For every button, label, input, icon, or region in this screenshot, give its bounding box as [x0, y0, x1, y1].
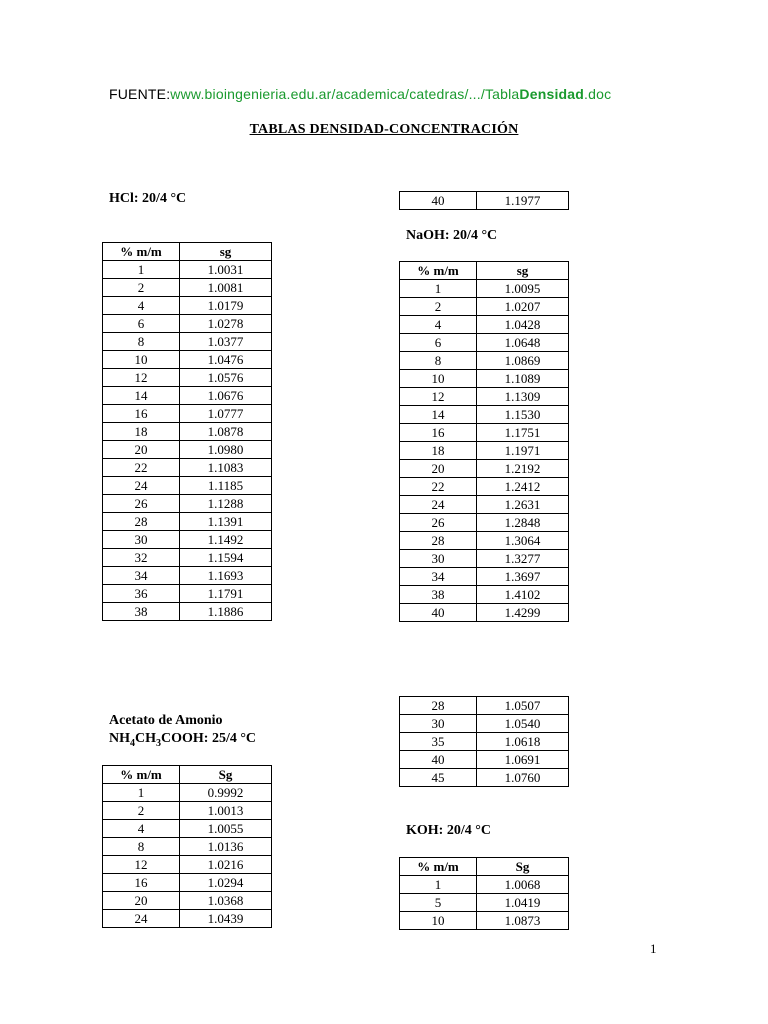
cell-sg: 1.0618	[477, 733, 569, 751]
hcl-continued-table	[399, 191, 569, 210]
table-row	[400, 424, 569, 442]
cell-sg: 1.0278	[180, 315, 272, 333]
cell-percent: 4	[103, 297, 180, 315]
table-row	[103, 387, 272, 405]
naoh-label: NaOH: 20/4 °C	[406, 228, 498, 243]
cell-percent: 36	[103, 585, 180, 603]
cell-percent: 24	[103, 477, 180, 495]
cell-percent: 2	[103, 802, 180, 820]
koh-table	[399, 857, 569, 930]
column-header-sg: sg	[477, 262, 569, 280]
table-row	[103, 405, 272, 423]
table-row	[103, 838, 272, 856]
cell-percent: 26	[103, 495, 180, 513]
cell-sg: 1.1977	[477, 192, 569, 210]
cell-percent: 24	[103, 910, 180, 928]
cell-sg: 1.0576	[180, 369, 272, 387]
cell-sg: 1.1886	[180, 603, 272, 621]
cell-percent: 1	[400, 876, 477, 894]
table-row	[400, 604, 569, 622]
table-row	[103, 423, 272, 441]
table-header-row	[103, 766, 272, 784]
table-row	[103, 874, 272, 892]
cell-percent: 24	[400, 496, 477, 514]
cell-sg: 1.0294	[180, 874, 272, 892]
table-row	[103, 351, 272, 369]
cell-sg: 1.0439	[180, 910, 272, 928]
column-header-percent: % m/m	[400, 262, 477, 280]
cell-sg: 1.0377	[180, 333, 272, 351]
cell-sg: 1.0760	[477, 769, 569, 787]
cell-sg: 0.9992	[180, 784, 272, 802]
cell-percent: 1	[103, 784, 180, 802]
table-row	[103, 603, 272, 621]
cell-sg: 1.1530	[477, 406, 569, 424]
cell-percent: 1	[103, 261, 180, 279]
cell-sg: 1.3064	[477, 532, 569, 550]
cell-sg: 1.1083	[180, 459, 272, 477]
table-row	[400, 769, 569, 787]
table-row	[103, 802, 272, 820]
table-row	[400, 586, 569, 604]
cell-percent: 2	[400, 298, 477, 316]
formula-ch: CH	[135, 731, 156, 746]
table-row	[400, 280, 569, 298]
cell-percent: 30	[103, 531, 180, 549]
source-line	[109, 86, 611, 102]
table-row	[400, 406, 569, 424]
cell-sg: 1.1288	[180, 495, 272, 513]
table-row	[103, 279, 272, 297]
source-prefix: FUENTE:	[109, 86, 171, 102]
source-url-end[interactable]: .doc	[584, 86, 612, 102]
table-header-row	[400, 858, 569, 876]
cell-sg: 1.1751	[477, 424, 569, 442]
table-row	[103, 567, 272, 585]
table-row	[103, 585, 272, 603]
cell-percent: 12	[103, 369, 180, 387]
table-row	[103, 820, 272, 838]
cell-sg: 1.1693	[180, 567, 272, 585]
cell-percent: 32	[103, 549, 180, 567]
cell-sg: 1.0081	[180, 279, 272, 297]
table-row	[400, 496, 569, 514]
cell-sg: 1.1391	[180, 513, 272, 531]
source-url-bold[interactable]: Densidad	[519, 86, 585, 102]
cell-percent: 34	[103, 567, 180, 585]
cell-percent: 28	[400, 532, 477, 550]
table-row	[103, 261, 272, 279]
table-row	[400, 192, 569, 210]
cell-sg: 1.0676	[180, 387, 272, 405]
table-row	[103, 333, 272, 351]
cell-sg: 1.0368	[180, 892, 272, 910]
cell-percent: 8	[103, 333, 180, 351]
cell-percent: 18	[400, 442, 477, 460]
cell-percent: 16	[400, 424, 477, 442]
table-row	[400, 478, 569, 496]
cell-percent: 40	[400, 604, 477, 622]
acetato-continued-table	[399, 696, 569, 787]
table-row	[400, 514, 569, 532]
table-row	[400, 751, 569, 769]
table-row	[103, 315, 272, 333]
table-row	[103, 477, 272, 495]
table-row	[400, 298, 569, 316]
cell-sg: 1.0428	[477, 316, 569, 334]
column-header-sg: sg	[180, 243, 272, 261]
table-row	[400, 912, 569, 930]
cell-percent: 10	[400, 912, 477, 930]
cell-percent: 2	[103, 279, 180, 297]
cell-percent: 22	[103, 459, 180, 477]
table-row	[103, 495, 272, 513]
cell-percent: 35	[400, 733, 477, 751]
cell-sg: 1.0648	[477, 334, 569, 352]
table-row	[103, 784, 272, 802]
column-header-percent: % m/m	[103, 766, 180, 784]
cell-sg: 1.0507	[477, 697, 569, 715]
table-header-row	[400, 262, 569, 280]
cell-sg: 1.0540	[477, 715, 569, 733]
cell-sg: 1.2631	[477, 496, 569, 514]
table-row	[400, 442, 569, 460]
cell-percent: 45	[400, 769, 477, 787]
table-row	[400, 715, 569, 733]
table-row	[400, 550, 569, 568]
cell-sg: 1.0013	[180, 802, 272, 820]
cell-sg: 1.0136	[180, 838, 272, 856]
cell-sg: 1.0777	[180, 405, 272, 423]
source-link[interactable]	[170, 86, 611, 102]
cell-percent: 34	[400, 568, 477, 586]
cell-sg: 1.0095	[477, 280, 569, 298]
acetato-label-line1: Acetato de Amonio	[109, 713, 223, 728]
hcl-table	[102, 242, 272, 621]
table-row	[400, 352, 569, 370]
page-title: TABLAS DENSIDAD-CONCENTRACIÓN	[249, 122, 519, 137]
cell-percent: 16	[103, 405, 180, 423]
cell-sg: 1.0068	[477, 876, 569, 894]
cell-sg: 1.0476	[180, 351, 272, 369]
cell-percent: 5	[400, 894, 477, 912]
cell-sg: 1.1971	[477, 442, 569, 460]
table-row	[400, 568, 569, 586]
cell-sg: 1.4299	[477, 604, 569, 622]
cell-sg: 1.0691	[477, 751, 569, 769]
cell-percent: 8	[400, 352, 477, 370]
table-row	[400, 370, 569, 388]
cell-percent: 14	[103, 387, 180, 405]
formula-nh: NH	[109, 731, 130, 746]
cell-percent: 12	[103, 856, 180, 874]
column-header-percent: % m/m	[103, 243, 180, 261]
cell-percent: 26	[400, 514, 477, 532]
table-row	[400, 388, 569, 406]
cell-sg: 1.0878	[180, 423, 272, 441]
table-row	[103, 441, 272, 459]
source-url-part[interactable]: www.bioingenieria.edu.ar/academica/catedras/.../Tabla	[170, 86, 520, 102]
cell-percent: 28	[103, 513, 180, 531]
formula-rest: COOH: 25/4 °C	[161, 731, 257, 746]
cell-sg: 1.0216	[180, 856, 272, 874]
cell-sg: 1.1791	[180, 585, 272, 603]
table-row	[400, 316, 569, 334]
table-row	[103, 297, 272, 315]
cell-sg: 1.2412	[477, 478, 569, 496]
cell-percent: 30	[400, 550, 477, 568]
cell-sg: 1.1185	[180, 477, 272, 495]
hcl-label: HCl: 20/4 °C	[109, 191, 187, 206]
formula-sub-4: 4	[130, 737, 135, 749]
cell-percent: 38	[103, 603, 180, 621]
acetato-label-line2	[109, 731, 256, 749]
cell-sg: 1.1309	[477, 388, 569, 406]
cell-sg: 1.0869	[477, 352, 569, 370]
cell-percent: 16	[103, 874, 180, 892]
cell-sg: 1.1594	[180, 549, 272, 567]
naoh-table	[399, 261, 569, 622]
cell-sg: 1.0207	[477, 298, 569, 316]
table-row	[400, 460, 569, 478]
cell-percent: 18	[103, 423, 180, 441]
cell-percent: 22	[400, 478, 477, 496]
table-row	[400, 894, 569, 912]
formula-sub-3: 3	[156, 737, 161, 749]
table-row	[400, 733, 569, 751]
table-header-row	[103, 243, 272, 261]
cell-percent: 38	[400, 586, 477, 604]
cell-sg: 1.1089	[477, 370, 569, 388]
table-row	[400, 532, 569, 550]
page-number: 1	[650, 941, 657, 956]
column-header-percent: % m/m	[400, 858, 477, 876]
table-row	[103, 459, 272, 477]
cell-sg: 1.0980	[180, 441, 272, 459]
table-row	[103, 531, 272, 549]
cell-sg: 1.2848	[477, 514, 569, 532]
table-row	[103, 910, 272, 928]
cell-percent: 14	[400, 406, 477, 424]
cell-percent: 20	[400, 460, 477, 478]
cell-sg: 1.2192	[477, 460, 569, 478]
cell-sg: 1.3277	[477, 550, 569, 568]
table-row	[103, 856, 272, 874]
cell-percent: 10	[400, 370, 477, 388]
cell-sg: 1.0873	[477, 912, 569, 930]
cell-percent: 1	[400, 280, 477, 298]
table-row	[103, 549, 272, 567]
cell-percent: 28	[400, 697, 477, 715]
cell-percent: 4	[400, 316, 477, 334]
cell-sg: 1.0419	[477, 894, 569, 912]
cell-sg: 1.0031	[180, 261, 272, 279]
cell-sg: 1.1492	[180, 531, 272, 549]
table-row	[400, 334, 569, 352]
cell-percent: 6	[103, 315, 180, 333]
cell-sg: 1.4102	[477, 586, 569, 604]
column-header-sg: Sg	[180, 766, 272, 784]
cell-sg: 1.3697	[477, 568, 569, 586]
table-row	[103, 369, 272, 387]
cell-percent: 12	[400, 388, 477, 406]
cell-percent: 10	[103, 351, 180, 369]
cell-percent: 30	[400, 715, 477, 733]
cell-percent: 8	[103, 838, 180, 856]
koh-label: KOH: 20/4 °C	[406, 823, 491, 838]
table-row	[103, 892, 272, 910]
cell-percent: 40	[400, 192, 477, 210]
cell-percent: 20	[103, 892, 180, 910]
cell-percent: 4	[103, 820, 180, 838]
table-row	[103, 513, 272, 531]
cell-percent: 40	[400, 751, 477, 769]
column-header-sg: Sg	[477, 858, 569, 876]
acetato-table	[102, 765, 272, 928]
cell-sg: 1.0179	[180, 297, 272, 315]
cell-percent: 6	[400, 334, 477, 352]
table-row	[400, 876, 569, 894]
cell-percent: 20	[103, 441, 180, 459]
table-row	[400, 697, 569, 715]
cell-sg: 1.0055	[180, 820, 272, 838]
